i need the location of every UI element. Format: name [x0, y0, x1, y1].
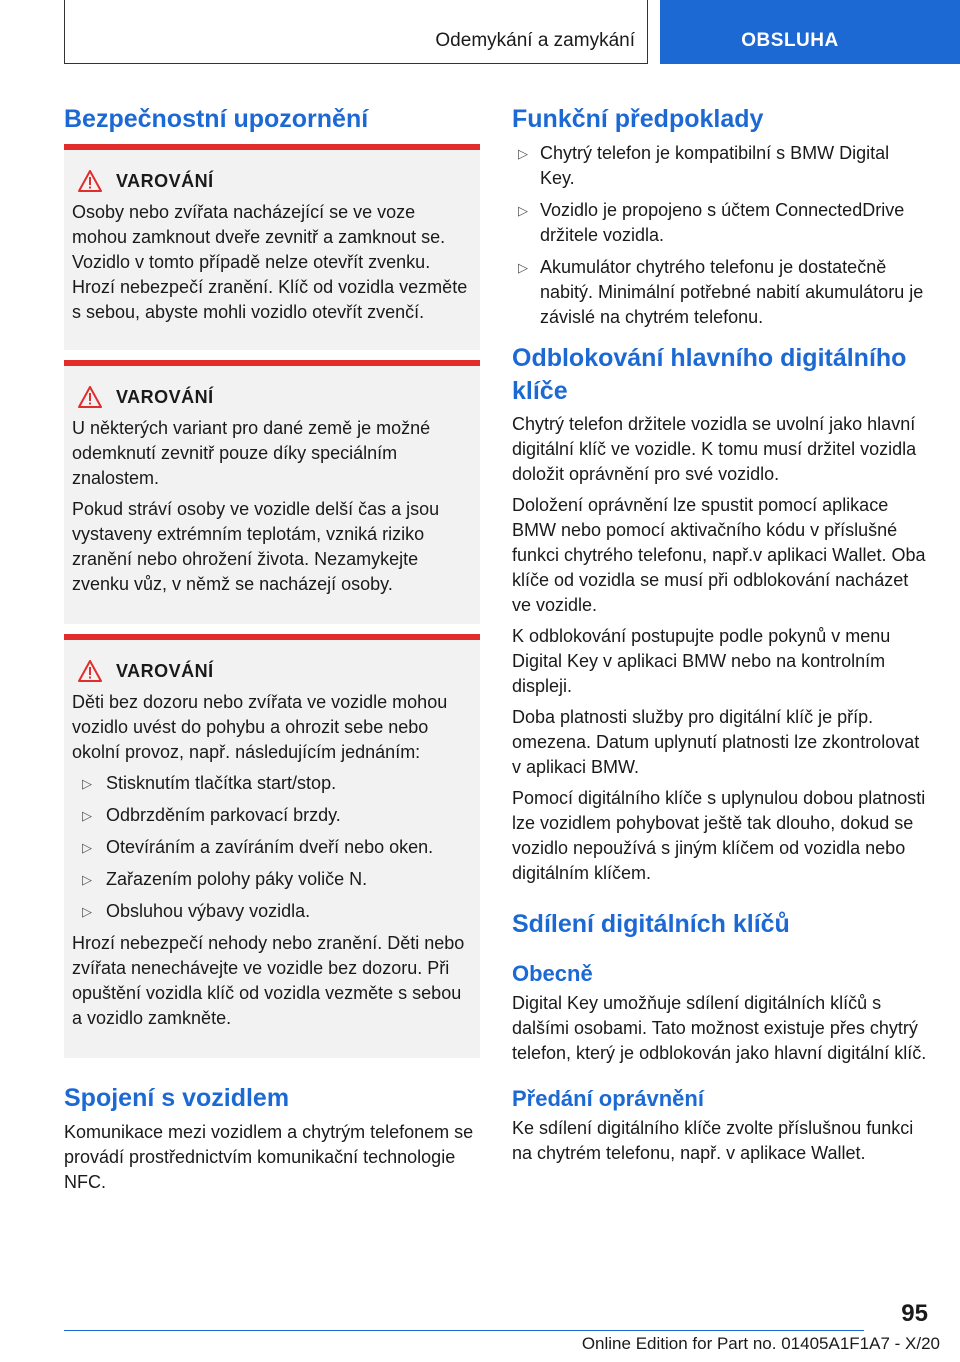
bullet-icon: ▷ [518, 203, 528, 218]
heading-safety: Bezpečnostní upozornění [64, 105, 369, 133]
list-item: ▷ Stisknutím tlačítka start/stop. [72, 771, 472, 796]
transfer-text: Ke sdílení digitálního klíče zvolte příslušnou funkci na chytrém telefonu, např. v aplikace Wallet. [512, 1118, 914, 1163]
warning-triangle-icon [78, 170, 102, 192]
bullet-icon: ▷ [82, 776, 92, 791]
page-number: 95 [901, 1300, 928, 1327]
warning-list [72, 771, 472, 924]
paragraph: Doložení oprávnění lze spustit pomocí aplikace BMW nebo pomocí aktivačního kódu v příslušné funkci chytrého telefonu, např.v aplikaci Wallet. Oba klíče od vozidla se musí při odblokování nacházet ve vozidle. [512, 495, 926, 615]
bullet-icon: ▷ [518, 146, 528, 161]
header-section-title: Odemykání a zamykání [435, 30, 635, 51]
paragraph: Pomocí digitálního klíče s uplynulou dobou platnosti lze vozidlem pohybovat ještě tak dlouho, dokud se vozidlo nepoužívá s jiným klíčem od vozidla nebo digitálním klíčem. [512, 788, 926, 883]
warning-box-3 [64, 634, 480, 1058]
paragraph: K odblokování postupujte podle pokynů v menu Digital Key v aplikaci BMW nebo na kontrolním displeji. [512, 626, 891, 696]
connection-text: Komunikace mezi vozidlem a chytrým telefonem se provádí prostřednictvím komunikační technologie NFC. [64, 1122, 474, 1192]
warning-label: VAROVÁNÍ [116, 660, 214, 681]
warning-box-1 [64, 144, 480, 350]
paragraph: Chytrý telefon držitele vozidla se uvolní jako hlavní digitální klíč ve vozidle. K tomu musí držitel vozidla doložit oprávnění pro své vozidlo. [512, 414, 917, 484]
heading-unlock: Odblokování hlavního digitálního klíče [512, 344, 907, 405]
footer-divider [64, 1330, 864, 1331]
bullet-icon: ▷ [82, 872, 92, 887]
heading-requirements: Funkční předpoklady [512, 105, 764, 133]
warning-text: Hrozí nebezpečí nehody nebo zranění. Děti nebo zvířata nenechávejte ve vozidle bez dozoru. Při opuštění vozidla klíč od vozidla vezměte s sebou a vozidlo zamkněte. [72, 933, 465, 1028]
subheading-transfer: Předání oprávnění [512, 1086, 704, 1111]
general-text: Digital Key umožňuje sdílení digitálních klíčů s dalšími osobami. Tato možnost existuje přes chytrý telefon, který je odblokován jako hlavní digitální klíč. [512, 993, 927, 1063]
list-item: ▷ Obsluhou výbavy vozidla. [72, 899, 472, 924]
warning-box-2 [64, 360, 480, 624]
warning-text: Děti bez dozoru nebo zvířata ve vozidle mohou vozidlo uvést do pohybu a ohrozit sebe nebo okolní provoz, např. následujícím jednáním: [72, 692, 448, 762]
subheading-general: Obecně [512, 961, 593, 986]
bullet-icon: ▷ [82, 840, 92, 855]
warning-text: Pokud stráví osoby ve vozidle delší čas a jsou vystaveny extrémním teplotám, vzniká riziko zranění nebo ohrožení života. Nezamykejte zvenku vůz, v němž se nacházejí osoby. [72, 499, 440, 594]
unlock-paragraphs [512, 412, 928, 886]
list-item: ▷ Chytrý telefon je kompatibilní s BMW Digital Key. [518, 143, 890, 188]
bullet-icon: ▷ [82, 904, 92, 919]
warning-triangle-icon [78, 660, 102, 682]
warning-label: VAROVÁNÍ [116, 386, 214, 407]
bullet-icon: ▷ [518, 260, 528, 275]
warning-text: U některých variant pro dané země je možné odemknutí zevnitř pouze díky speciálním znalostem. [72, 418, 431, 488]
warning-label: VAROVÁNÍ [116, 170, 214, 191]
right-column [512, 103, 928, 1166]
list-item: ▷ Otevíráním a zavíráním dveří nebo oken. [72, 835, 472, 860]
list-item: ▷ Akumulátor chytrého telefonu je dostatečně nabitý. Minimální potřebné nabití akumulátoru je závislé na chytrém telefonu. [518, 257, 924, 327]
requirements-list [512, 141, 928, 330]
header-tab-obsluha[interactable] [660, 0, 960, 64]
header-section-box [64, 0, 648, 64]
warning-triangle-icon [78, 386, 102, 408]
bullet-icon: ▷ [82, 808, 92, 823]
header-tab-label: OBSLUHA [741, 30, 839, 51]
list-item: ▷ Odbrzděním parkovací brzdy. [72, 803, 472, 828]
footer-edition: Online Edition for Part no. 01405A1F1A7 - X/20 [581, 1334, 940, 1353]
list-item: ▷ Zařazením polohy páky voliče N. [72, 867, 472, 892]
warning-text: Osoby nebo zvířata nacházející se ve voze mohou zamknout dveře zevnitř a zamknout se. Vozidlo v tomto případě nelze otevřít zvenku. Hrozí nebezpečí zranění. Klíč od vozidla vezměte s sebou, abyste mohli vozidlo otevřít zvenčí. [72, 202, 468, 322]
heading-sharing: Sdílení digitálních klíčů [512, 910, 790, 938]
list-item: ▷ Vozidlo je propojeno s účtem ConnectedDrive držitele vozidla. [518, 200, 905, 245]
paragraph: Doba platnosti služby pro digitální klíč je příp. omezena. Datum uplynutí platnosti lze zkontrolovat v aplikaci BMW. [512, 707, 920, 777]
heading-connection: Spojení s vozidlem [64, 1084, 290, 1112]
